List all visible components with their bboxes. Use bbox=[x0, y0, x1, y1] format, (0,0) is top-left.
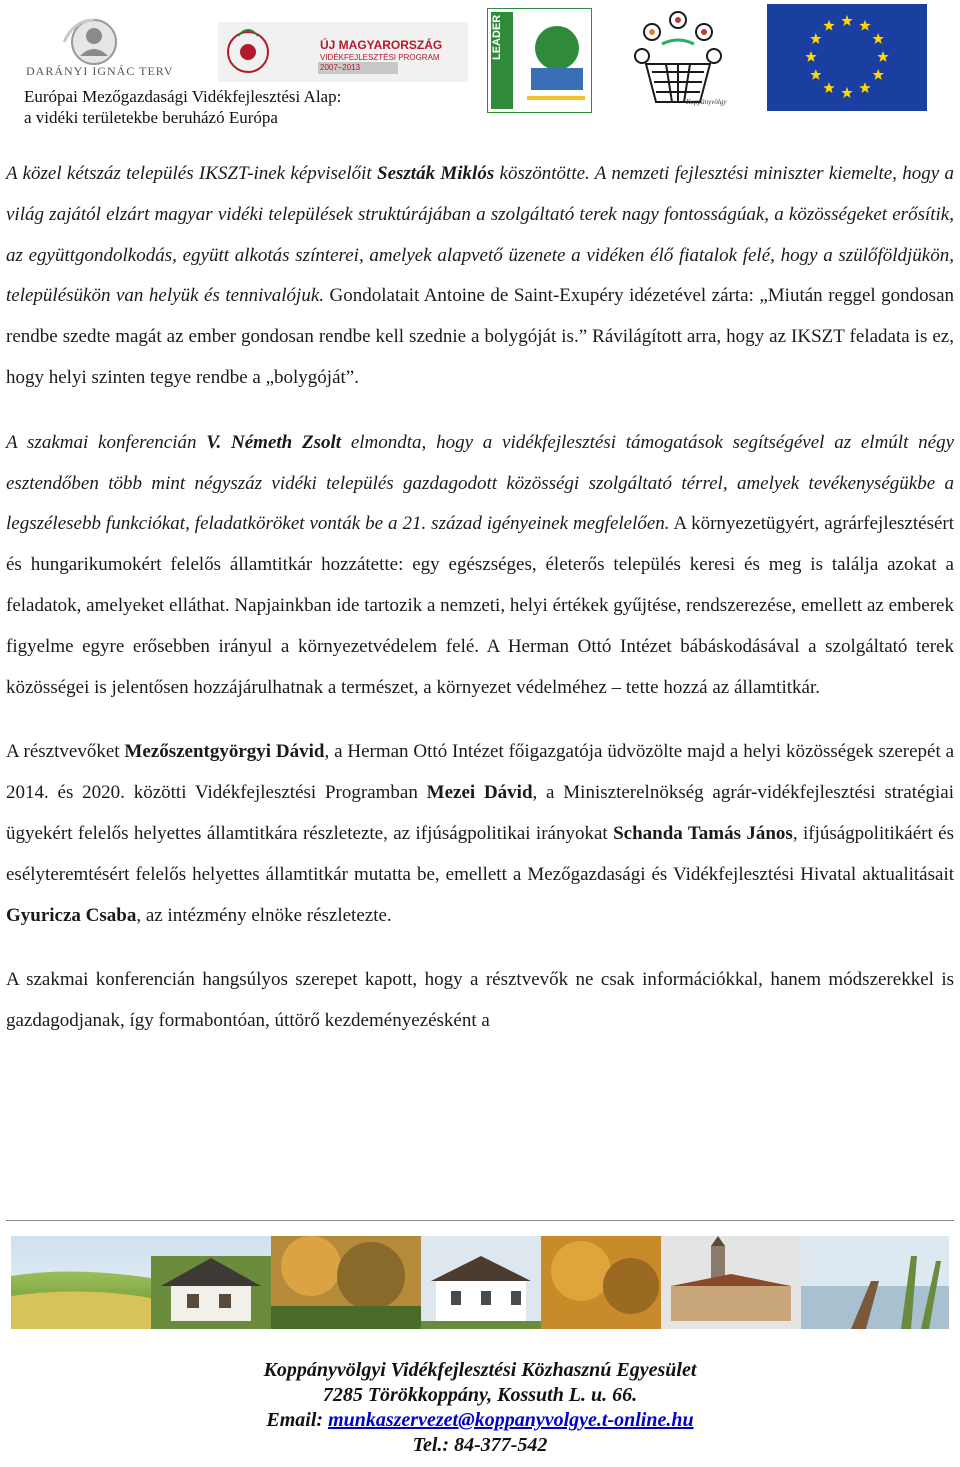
footer-contact bbox=[0, 1358, 960, 1458]
article-body bbox=[6, 154, 954, 1042]
person-name: Mezőszentgyörgyi Dávid bbox=[124, 741, 325, 763]
paragraph-1: A közel kétszáz település IKSZT-inek képviselőit Seszták Miklós köszöntötte. A nemzeti fejlesztési miniszter kiemelte, hogy a világ zajától elzárt magyar vidéki települések struktúrájában a szolgáltató terek nagy fontosságúak, a közösségeket erősítik, az együttgondolkodás, együtt alkotás színterei, amelyek alapvető üzenete a vidéken élő fiatalok felé, hogy a szülőföldjükön, településükön van helyük és tennivalójuk. Gondolatait Antoine de Saint-Exupéry idézetével zárta: „Miután reggel gondosan rendbe szedte magát az ember gondosan rendbe kell szednie a bolygóját is.” Rávilágított arra, hogy az IKSZT feladata is ez, hogy helyi szinten tegye rendbe a „bolygóját”. bbox=[6, 163, 955, 388]
footer-address: 7285 Törökkoppány, Kossuth L. u. 66. bbox=[322, 1384, 638, 1406]
footer-divider bbox=[6, 1220, 954, 1221]
paragraph-4: A szakmai konferencián hangsúlyos szerepet kapott, hogy a résztvevők ne csak információkkal, hanem módszerekkel is gazdagodjanak, így formabontóan, úttörő kezdeményezésként a bbox=[6, 969, 954, 1032]
footer-phone: Tel.: 84-377-542 bbox=[412, 1434, 548, 1456]
ujm-subtitle: VIDÉKFEJLESZTÉSI PROGRAM bbox=[320, 53, 440, 62]
paragraph-3: A résztvevőket Mezőszentgyörgyi Dávid, a Herman Ottó Intézet főigazgatója üdvözölte majd a helyi közösségek szerepét a 2014. és 2020. közötti Vidékfejlesztési Programban Mezei Dávid, a Miniszterelnökség agrár-vidékfejlesztési stratégiai ügyekért felelős helyettes államtitkára részletezte, az ifjúságpolitikai irányokat Schanda Tamás János, ifjúságpolitikáért és esélyteremtésért felelős helyettes államtitkár mutatta be, emellett a Mezőgazdasági és Vidékfejlesztési Hivatal aktualitásait Gyuricza Csaba, az intézmény elnöke részletezte. bbox=[6, 741, 955, 926]
darany-logo-text: DARÁNYI IGNÁC TERV bbox=[26, 64, 174, 78]
person-name: V. Németh Zsolt bbox=[206, 431, 342, 453]
landscape-photo-strip bbox=[11, 1236, 949, 1329]
uj-magyarorszag-logo bbox=[218, 22, 468, 82]
ujm-title: ÚJ MAGYARORSZÁG bbox=[320, 38, 443, 52]
leader-logo-text: LEADER bbox=[491, 14, 503, 60]
paragraph-2-upright: A környezetügyért, agrárfejlesztésért és hungarikumokért felelős államtitkár hozzátette: egy egészséges, életerős település keresi és meg is találja azokat a feladatok, amelyeket elláthat. Napjainkban ide tartozik a nemzeti, helyi értékek gyűjtése, rendszerezése, emellett az emberek figyelme egyre erősebben irányul a környezetvédelem felé. A Herman Ottó Intézet bábáskodásával a szolgáltató terek közösségei is jelentősen hozzájárulhatnak a természet, a környezet védelméhez – tette hozzá az államtitkár. bbox=[6, 513, 955, 698]
footer-email-line: Email: munkaszervezet@koppanyvolgye.t-online.hu bbox=[266, 1409, 694, 1431]
person-name: Schanda Tamás János bbox=[613, 822, 793, 844]
koppanyvolgy-logo-text: Koppányvölgy bbox=[686, 98, 727, 106]
footer-org: Koppányvölgyi Vidékfejlesztési Közhasznú Egyesület bbox=[263, 1359, 697, 1381]
koppanyvolgy-logo bbox=[622, 2, 734, 112]
ujm-years: 2007–2013 bbox=[320, 63, 361, 72]
person-name: Mezei Dávid bbox=[426, 782, 533, 804]
paragraph-1-upright: Gondolatait Antoine de Saint-Exupéry idézetével zárta: „Miután reggel gondosan rendbe szedte magát az ember gondosan rendbe kell szednie a bolygóját is.” Rávilágított arra, hogy az IKSZT feladata is ez, hogy helyi szinten tegye rendbe a „bolygóját”. bbox=[6, 285, 955, 388]
eu-flag bbox=[767, 4, 927, 111]
eu-fund-caption: Európai Mezőgazdasági Vidékfejlesztési Alap: a vidéki területekbe beruházó Európa bbox=[24, 87, 342, 127]
paragraph-2: A szakmai konferencián V. Németh Zsolt elmondta, hogy a vidékfejlesztési támogatások segítségével az elmúlt négy esztendőben több mint négyszáz vidéki település gazdagodott közösségi szolgáltató térrel, amelyek tevékenységükbe a legszélesebb funkciókat, feladatköröket vonták be a 21. század igényeinek megfelelően. A környezetügyért, agrárfejlesztésért és hungarikumokért felelős államtitkár hozzátette: egy egészséges, életerős település keresi és meg is találja azokat a feladatok, amelyeket elláthat. Napjainkban ide tartozik a nemzeti, helyi értékek gyűjtése, rendszerezése, emellett az emberek figyelme egyre erősebben irányul a környezetvédelem felé. A Herman Ottó Intézet bábáskodásával a szolgáltató terek közösségei is jelentősen hozzájárulhatnak a természet, a környezet védelméhez – tette hozzá az államtitkár. bbox=[6, 431, 955, 698]
email-link[interactable]: munkaszervezet@koppanyvolgye.t-online.hu bbox=[328, 1409, 694, 1431]
page-header bbox=[0, 0, 960, 135]
person-name: Gyuricza Csaba bbox=[6, 904, 137, 926]
person-name: Seszták Miklós bbox=[377, 163, 495, 184]
